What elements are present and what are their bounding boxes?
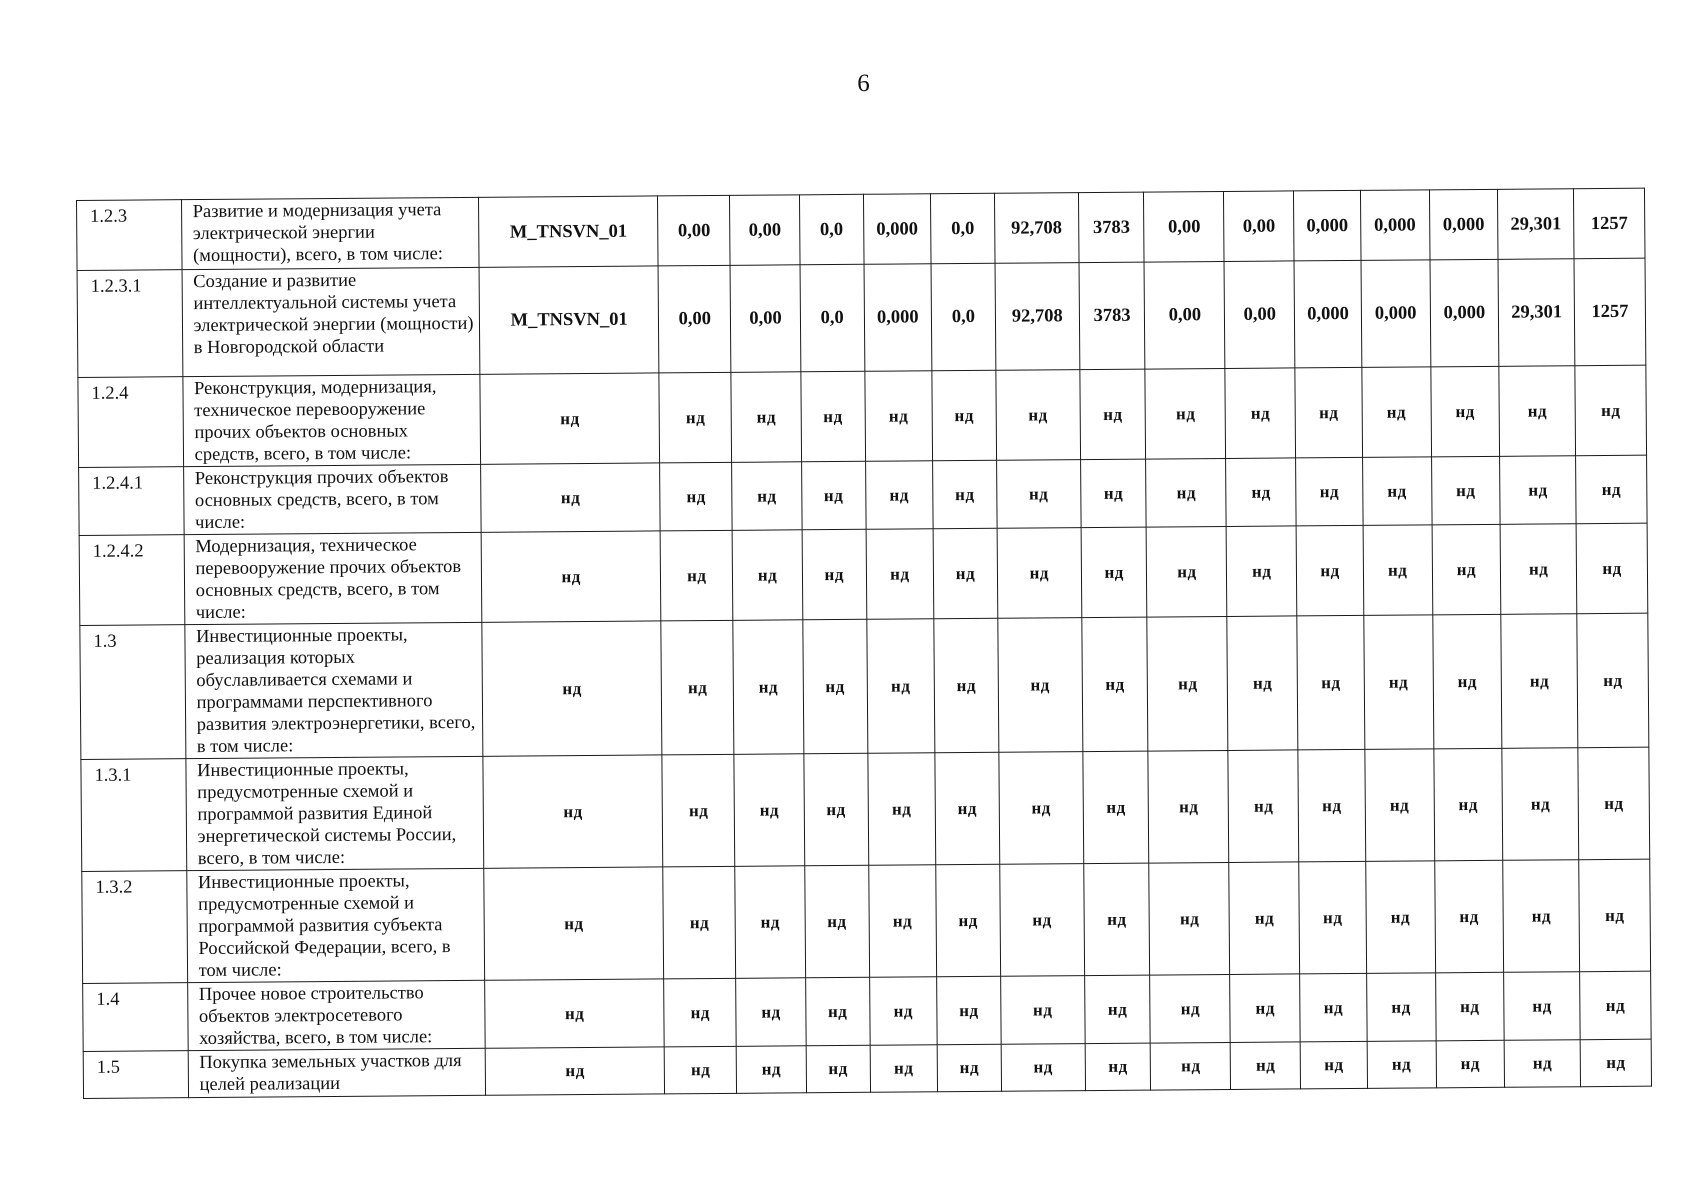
value-cell: нд	[1001, 1044, 1085, 1092]
value-cell: нд	[997, 528, 1082, 619]
value-cell: 0,00	[658, 195, 730, 266]
value-cell: нд	[1145, 368, 1226, 459]
value-cell: нд	[1151, 1042, 1231, 1090]
value-cell: нд	[1433, 748, 1503, 861]
row-identifier-cell: нд	[484, 867, 664, 980]
value-cell: 0,00	[1224, 191, 1294, 262]
value-cell: нд	[1579, 859, 1651, 972]
value-cell: нд	[1297, 615, 1365, 750]
table-body	[77, 188, 1652, 1098]
value-cell: нд	[1367, 1041, 1436, 1089]
value-cell: нд	[1432, 614, 1502, 749]
value-cell: 29,301	[1498, 259, 1575, 367]
table-row	[80, 613, 1649, 759]
value-cell: нд	[936, 864, 1000, 976]
value-cell: нд	[664, 978, 736, 1047]
value-cell: нд	[661, 620, 734, 755]
value-cell: нд	[1231, 1042, 1301, 1090]
value-cell: нд	[1436, 1040, 1505, 1088]
investment-table	[76, 188, 1652, 1099]
value-cell: нд	[803, 619, 868, 753]
value-cell: нд	[1080, 369, 1146, 460]
value-cell: нд	[1296, 525, 1363, 616]
value-cell: нд	[735, 866, 806, 979]
value-cell: нд	[1578, 747, 1650, 860]
value-cell: нд	[731, 372, 801, 463]
value-cell: нд	[1148, 750, 1229, 863]
value-cell: нд	[1363, 525, 1432, 616]
row-identifier-cell: M_TNSVN_01	[479, 266, 659, 374]
row-code: 1.2.3	[77, 200, 182, 271]
value-cell: 0,00	[658, 265, 731, 373]
value-cell: нд	[1298, 749, 1366, 862]
value-cell: нд	[1081, 527, 1147, 618]
value-cell: нд	[1083, 751, 1150, 864]
value-cell: нд	[870, 1045, 938, 1093]
value-cell: нд	[1504, 1040, 1580, 1088]
value-cell: нд	[1576, 455, 1647, 524]
value-cell: нд	[1147, 616, 1228, 751]
row-identifier-cell: нд	[481, 463, 661, 532]
value-cell: нд	[802, 529, 866, 619]
value-cell: 29,301	[1498, 189, 1574, 260]
table-row	[82, 859, 1651, 983]
value-cell: нд	[937, 1044, 1001, 1091]
row-name: Развитие и модернизация учета электрической энергии (мощности), всего, в том числе:	[181, 197, 479, 269]
table-row	[81, 747, 1650, 871]
value-cell: нд	[1147, 526, 1228, 617]
value-cell: 0,00	[1224, 261, 1295, 369]
value-cell: нд	[1082, 617, 1149, 752]
value-cell: нд	[1364, 615, 1434, 750]
table-row	[78, 365, 1647, 467]
row-code: 1.3	[80, 625, 186, 760]
value-cell: нд	[1434, 860, 1504, 973]
value-cell: нд	[935, 752, 999, 864]
value-cell: нд	[1080, 459, 1146, 528]
value-cell: нд	[659, 372, 731, 463]
page-number: 6	[857, 70, 870, 97]
value-cell: 0,000	[1360, 190, 1429, 261]
value-cell: нд	[934, 618, 999, 752]
value-cell: нд	[661, 530, 733, 621]
table-row	[79, 455, 1647, 535]
value-cell: нд	[1085, 1043, 1151, 1091]
value-cell: нд	[736, 978, 806, 1047]
value-cell: 3783	[1078, 192, 1144, 263]
value-cell: 0,0	[931, 263, 995, 370]
row-name: Реконструкция прочих объектов основных средств, всего, в том числе:	[183, 464, 481, 534]
value-cell: нд	[1576, 523, 1648, 614]
value-cell: 0,000	[864, 264, 933, 372]
value-cell: нд	[1362, 457, 1431, 526]
value-cell: нд	[1296, 457, 1363, 526]
row-identifier-cell: нд	[485, 1047, 665, 1095]
value-cell: нд	[1084, 863, 1151, 976]
value-cell: 1257	[1574, 188, 1645, 259]
value-cell: 0,000	[863, 194, 931, 265]
row-code: 1.3.1	[81, 759, 186, 872]
value-cell: 0,00	[1144, 191, 1225, 262]
value-cell: нд	[1150, 974, 1231, 1043]
row-name: Инвестиционные проекты, реализация которых обуславливается схемами и программами перспективного развития электроэнергетики, всего, в том числе:	[184, 622, 482, 758]
row-name: Реконструкция, модернизация, техническое перевооружение прочих объектов основных средств, всего, в том числе:	[182, 374, 480, 466]
value-cell: нд	[1362, 367, 1431, 458]
value-cell: нд	[1503, 860, 1580, 973]
value-cell: нд	[1504, 972, 1580, 1041]
value-cell: нд	[1000, 864, 1085, 977]
value-cell: нд	[736, 1046, 806, 1094]
value-cell: нд	[1227, 616, 1298, 751]
value-cell: нд	[1146, 458, 1227, 527]
value-cell: нд	[660, 462, 732, 531]
value-cell: нд	[1580, 1039, 1651, 1087]
row-identifier-cell: M_TNSVN_01	[478, 196, 658, 267]
row-name: Покупка земельных участков для целей реализации	[188, 1048, 486, 1097]
value-cell: нд	[1500, 524, 1577, 615]
row-identifier-cell: нд	[485, 979, 665, 1048]
value-cell: нд	[1431, 456, 1500, 525]
value-cell: нд	[933, 460, 997, 528]
row-code: 1.2.4.1	[79, 467, 184, 536]
value-cell: нд	[1300, 973, 1367, 1042]
value-cell: нд	[733, 620, 804, 755]
value-cell: нд	[1575, 365, 1647, 456]
value-cell: нд	[801, 371, 865, 461]
value-cell: 0,0	[799, 194, 863, 264]
value-cell: 0,00	[730, 195, 800, 266]
value-cell: нд	[1499, 366, 1576, 457]
row-code: 1.3.2	[82, 871, 187, 984]
value-cell: 92,708	[995, 263, 1080, 371]
value-cell: 0,000	[1430, 259, 1500, 367]
value-cell: нд	[1432, 524, 1501, 615]
row-code: 1.4	[83, 983, 188, 1052]
value-cell: нд	[1149, 862, 1230, 975]
value-cell: нд	[1300, 1041, 1367, 1089]
value-cell: нд	[937, 976, 1001, 1044]
value-cell: нд	[864, 371, 932, 462]
value-cell: 0,00	[1145, 261, 1226, 369]
value-cell: нд	[734, 754, 805, 867]
value-cell: 0,000	[1294, 190, 1361, 261]
value-cell: нд	[1226, 458, 1296, 527]
value-cell: нд	[868, 865, 937, 978]
value-cell: 92,708	[994, 193, 1079, 264]
row-identifier-cell: нд	[480, 373, 660, 464]
row-name: Инвестиционные проекты, предусмотренные схемой и программой развития субъекта Российской Федерации, всего, в том числе:	[186, 868, 484, 982]
value-cell: нд	[996, 370, 1081, 461]
value-cell: нд	[1000, 976, 1085, 1045]
row-code: 1.5	[83, 1051, 188, 1099]
value-cell: нд	[1365, 749, 1435, 862]
value-cell: нд	[1229, 862, 1300, 975]
value-cell: 0,000	[1294, 260, 1361, 368]
value-cell: нд	[1580, 971, 1651, 1040]
value-cell: нд	[996, 460, 1081, 529]
row-code: 1.2.3.1	[77, 270, 182, 378]
value-cell: нд	[1501, 614, 1578, 749]
value-cell: нд	[1435, 972, 1504, 1041]
value-cell: 0,0	[931, 193, 995, 263]
value-cell: нд	[1228, 750, 1299, 863]
value-cell: нд	[805, 865, 869, 977]
row-identifier-cell: нд	[483, 755, 663, 868]
value-cell: нд	[732, 462, 802, 531]
value-cell: нд	[1502, 748, 1579, 861]
value-cell: нд	[933, 528, 997, 618]
value-cell: нд	[804, 753, 868, 865]
value-cell: 0,000	[1361, 260, 1431, 368]
value-cell: нд	[1230, 974, 1300, 1043]
value-cell: нд	[1225, 368, 1295, 459]
value-cell: нд	[1366, 973, 1435, 1042]
value-cell: нд	[1299, 861, 1367, 974]
value-cell: нд	[866, 619, 935, 754]
value-cell: нд	[806, 1045, 870, 1092]
value-cell: 0,00	[730, 265, 801, 373]
value-cell: нд	[1366, 861, 1436, 974]
row-name: Создание и развитие интеллектуальной системы учета электрической энергии (мощности) в Новгородской области	[182, 267, 480, 376]
value-cell: нд	[998, 618, 1083, 753]
value-cell: нд	[1500, 456, 1576, 525]
row-name: Прочее новое строительство объектов электросетевого хозяйства, всего, в том числе:	[187, 980, 485, 1050]
row-name: Модернизация, техническое перевооружение прочих объектов основных средств, всего, в том числе:	[184, 532, 482, 624]
value-cell: нд	[865, 461, 933, 530]
table-row	[77, 188, 1646, 270]
value-cell: нд	[665, 1046, 737, 1094]
row-name: Инвестиционные проекты, предусмотренные схемой и программой развития Единой энергетической системы России, всего, в том числе:	[185, 756, 483, 870]
value-cell: 0,000	[1429, 189, 1498, 260]
value-cell: нд	[1295, 367, 1362, 458]
investment-table-wrapper	[76, 188, 1652, 1099]
value-cell: 0,0	[800, 264, 864, 371]
value-cell: нд	[806, 977, 870, 1045]
table-row	[83, 971, 1651, 1051]
value-cell: 1257	[1574, 258, 1646, 366]
row-code: 1.2.4	[78, 377, 183, 468]
value-cell: нд	[1577, 613, 1649, 748]
table-row	[77, 258, 1646, 377]
row-code: 1.2.4.2	[79, 535, 184, 626]
value-cell: нд	[866, 529, 934, 620]
value-cell: 3783	[1079, 262, 1145, 370]
value-cell: нд	[1227, 526, 1297, 617]
value-cell: нд	[732, 530, 802, 621]
value-cell: нд	[1084, 975, 1150, 1044]
row-identifier-cell: нд	[481, 531, 661, 622]
value-cell: нд	[999, 752, 1084, 865]
value-cell: нд	[663, 866, 736, 979]
row-identifier-cell: нд	[482, 621, 663, 756]
value-cell: нд	[802, 461, 866, 529]
value-cell: нд	[932, 370, 996, 460]
value-cell: нд	[662, 754, 735, 867]
value-cell: нд	[1430, 366, 1499, 457]
table-row	[79, 523, 1648, 625]
value-cell: нд	[867, 753, 936, 866]
value-cell: нд	[869, 977, 937, 1046]
